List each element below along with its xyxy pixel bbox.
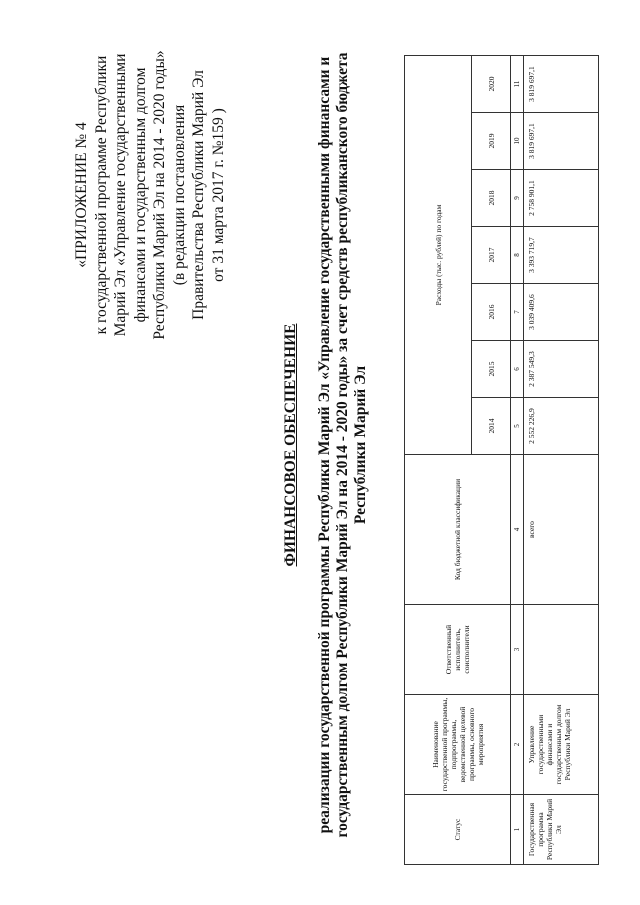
header-year: 2018 [472, 170, 511, 227]
subtitle-line: государственным долгом Республики Марий Эл на 2014 - 2020 годы» за счет средств республиканского бюджета [334, 52, 351, 838]
column-number: 3 [511, 605, 524, 695]
financing-table [404, 55, 599, 865]
appendix-line: от 31 марта 2017 г. №159 ) [209, 108, 227, 282]
header-year: 2015 [472, 341, 511, 398]
column-number: 7 [511, 284, 524, 341]
header-responsible: Ответственный исполнитель, соисполнители [405, 605, 511, 695]
appendix-line: «ПРИЛОЖЕНИЕ № 4 [73, 122, 90, 268]
header-year: 2017 [472, 227, 511, 284]
header-expenses: Расходы (тыс. рублей) по годам [405, 56, 472, 455]
row-value: 2 758 901,1 [524, 170, 599, 227]
header-name: Наименование государственной программы, подпрограммы, ведомственной целевой программы, основного мероприятия [405, 695, 511, 795]
appendix-block [72, 45, 228, 345]
header-year: 2019 [472, 113, 511, 170]
header-year: 2016 [472, 284, 511, 341]
document-heading [282, 45, 370, 845]
appendix-line: к государственной программе Республики [92, 55, 110, 335]
row-value: 3 819 697,1 [524, 113, 599, 170]
subtitle-line: реализации государственной программы Республики Марий Эл «Управление государственными финансами и [316, 56, 333, 834]
column-number: 2 [511, 695, 524, 795]
row-name: Управление государственными финансами и государственным долгом Республики Марий Эл [524, 695, 599, 795]
header-code: Код бюджетной классификации [405, 455, 511, 605]
row-value: 2 387 549,3 [524, 341, 599, 398]
header-year: 2020 [472, 56, 511, 113]
table-header-row [405, 56, 472, 865]
appendix-line: Правительства Республики Марий Эл [190, 70, 207, 320]
row-status: Государственная программа Республики Марий Эл [524, 795, 599, 865]
document-title: ФИНАНСОВОЕ ОБЕСПЕЧЕНИЕ [282, 323, 299, 567]
row-value: 3 393 719,7 [524, 227, 599, 284]
header-status: Статус [405, 795, 511, 865]
column-number: 8 [511, 227, 524, 284]
appendix-line: финансами и государственным долгом [131, 67, 149, 323]
row-value: 2 552 226,9 [524, 398, 599, 455]
column-number: 1 [511, 795, 524, 865]
column-number-row [511, 56, 524, 865]
column-number: 11 [511, 56, 524, 113]
row-value: 3 039 409,6 [524, 284, 599, 341]
appendix-line: Марий Эл «Управление государственными [112, 53, 129, 337]
appendix-line: (в редакции постановления [170, 104, 188, 286]
row-responsible [524, 605, 599, 695]
header-year: 2014 [472, 398, 511, 455]
row-code: всего [524, 455, 599, 605]
column-number: 9 [511, 170, 524, 227]
table-row [524, 56, 599, 865]
row-value: 3 819 697,1 [524, 56, 599, 113]
column-number: 6 [511, 341, 524, 398]
column-number: 4 [511, 455, 524, 605]
subtitle-line: Республики Марий Эл [352, 365, 369, 525]
appendix-line: Республики Марий Эл на 2014 - 2020 годы» [151, 50, 168, 340]
column-number: 10 [511, 113, 524, 170]
column-number: 5 [511, 398, 524, 455]
